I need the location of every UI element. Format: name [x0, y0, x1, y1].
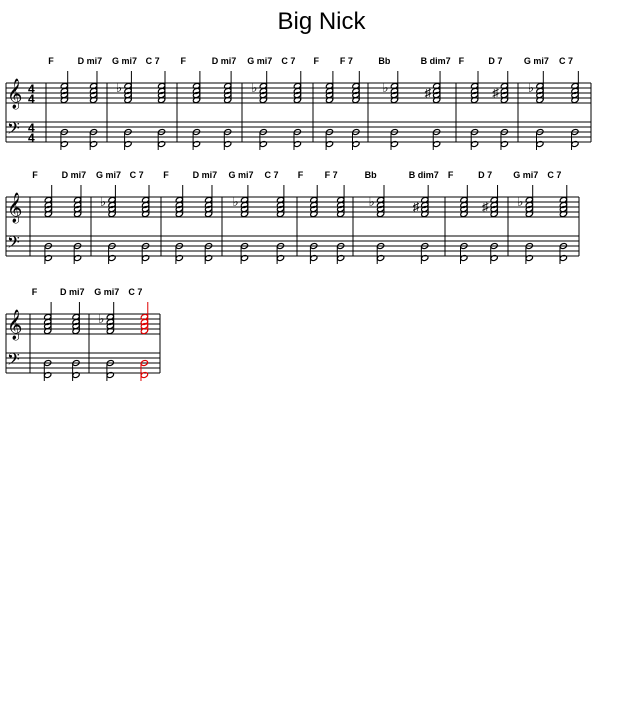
chord-symbol: G mi7 — [523, 56, 549, 66]
chord-symbol: C 7 — [129, 170, 144, 180]
system-2 — [6, 170, 579, 264]
bass-clef: 𝄢 — [7, 234, 20, 256]
chord-symbol: D mi7 — [60, 287, 85, 297]
flat-sign: ♭ — [232, 194, 239, 209]
sharp-sign: ♯ — [412, 199, 420, 214]
chord-symbol: D mi7 — [61, 170, 87, 180]
flat-sign: ♭ — [368, 194, 375, 209]
chord-symbol: Bb — [364, 170, 377, 180]
time-sig-top: 4 — [28, 82, 35, 96]
flat-sign: ♭ — [527, 80, 535, 95]
chord-symbol: B dim7 — [408, 170, 439, 180]
chord-symbol: D mi7 — [211, 56, 237, 66]
time-sig-bottom: 4 — [28, 92, 35, 106]
chord-symbol: G mi7 — [513, 170, 539, 180]
chord-symbol: C 7 — [145, 56, 160, 66]
chord-symbol: D mi7 — [192, 170, 218, 180]
flat-sign: ♭ — [251, 80, 258, 95]
song-title: Big Nick — [277, 8, 366, 35]
chord-symbol: D mi7 — [77, 56, 103, 66]
chord-symbol: F — [48, 56, 54, 66]
chord-symbol: G mi7 — [247, 56, 273, 66]
chord-symbol: F — [458, 56, 465, 66]
chord-symbol: G mi7 — [112, 56, 138, 66]
treble-clef: 𝄞 — [7, 309, 23, 339]
time-sig-bottom: 4 — [28, 131, 35, 145]
chord-symbol: F — [447, 170, 454, 180]
time-signature — [28, 82, 35, 145]
chord-symbol: C 7 — [558, 56, 573, 66]
flat-sign: ♭ — [116, 80, 123, 95]
chord-symbol: B dim7 — [420, 56, 451, 66]
chord-symbol: C 7 — [547, 170, 562, 180]
chord-symbol: F — [313, 56, 319, 66]
chord-symbol: F — [32, 170, 38, 180]
system-1 — [6, 56, 591, 150]
chord-symbol: G mi7 — [94, 287, 120, 297]
chord-symbol: F 7 — [339, 56, 353, 66]
bass-clef: 𝄢 — [7, 120, 20, 142]
flat-sign: ♭ — [382, 80, 389, 95]
chord-symbol: G mi7 — [228, 170, 254, 180]
chord-symbol: C 7 — [264, 170, 279, 180]
chord-symbol: Bb — [378, 56, 391, 66]
chord-symbol: F — [163, 170, 169, 180]
flat-sign: ♭ — [100, 194, 107, 209]
treble-clef: 𝄞 — [7, 192, 23, 222]
sharp-sign: ♯ — [492, 85, 499, 100]
chord-symbol: F — [297, 170, 304, 180]
flat-sign: ♭ — [98, 311, 105, 326]
chord-symbol: F — [31, 287, 38, 297]
chord-symbol: G mi7 — [96, 170, 122, 180]
treble-clef: 𝄞 — [7, 78, 23, 108]
flat-sign: ♭ — [517, 194, 524, 209]
bass-clef: 𝄢 — [7, 351, 20, 373]
chord-symbol: F — [180, 56, 186, 66]
system-3 — [6, 287, 160, 381]
sharp-sign: ♯ — [424, 85, 432, 100]
chord-symbol: D 7 — [488, 56, 503, 66]
chord-symbol: F 7 — [324, 170, 338, 180]
chord-symbol: C 7 — [128, 287, 143, 297]
time-sig-top: 4 — [28, 121, 35, 135]
chord-symbol: C 7 — [281, 56, 296, 66]
chord-symbol: D 7 — [478, 170, 493, 180]
sharp-sign: ♯ — [482, 199, 489, 214]
